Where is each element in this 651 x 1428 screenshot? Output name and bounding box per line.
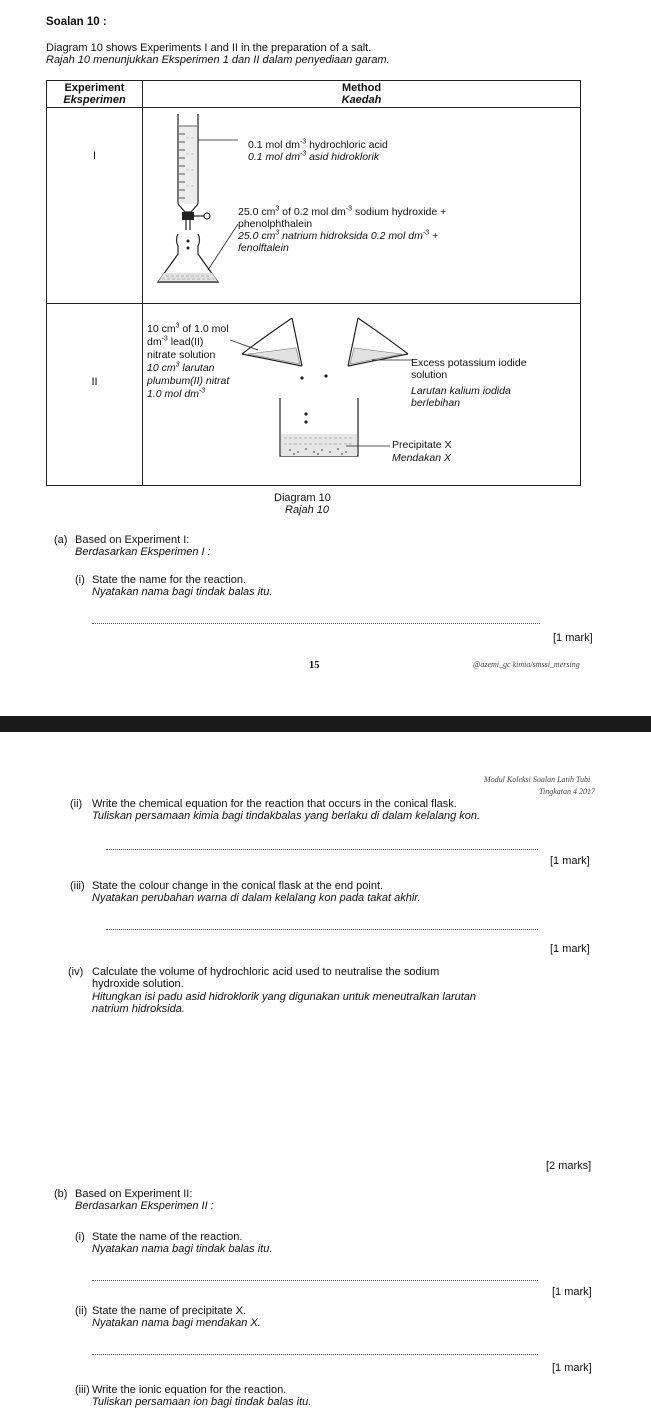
answer-line-a-ii[interactable] — [106, 849, 538, 850]
answer-line-b-ii[interactable] — [92, 1354, 538, 1355]
ki-label-en-line2: solution — [411, 369, 448, 381]
answer-line-b-i[interactable] — [92, 1280, 538, 1281]
lead-label-my-line3: 1.0 mol $dm^{-3}$ — [147, 387, 206, 400]
lead-label-en-line1: 10 $cm^3$ of 1.0 mol — [147, 322, 229, 335]
part-b-text-my: Berdasarkan Eksperimen II : — [75, 1200, 214, 1212]
q-a-iv-text-en-line2: hydroxide solution. — [92, 978, 184, 990]
credit-text: @azemi_gc kimia/smssi_mersing — [473, 660, 580, 669]
page-break-divider — [0, 716, 651, 732]
lead-label-my-line1: 10 $cm^3$ larutan — [147, 361, 215, 374]
q-b-iii-text-en: Write the ionic equation for the reaction. — [92, 1384, 287, 1396]
q-a-iii-text-en: State the colour change in the conical flask at the end point. — [92, 880, 384, 892]
q-b-ii-text-my: Nyatakan nama bagi mendakan X. — [92, 1317, 261, 1329]
mark-b-ii: [1 mark] — [552, 1362, 592, 1374]
acid-label-my: 0.1 mol $dm^{-3}$ asid hidroklorik — [248, 150, 380, 163]
ki-label-my-line2: berlebihan — [411, 397, 461, 409]
q-a-ii-label: (ii) — [70, 798, 83, 810]
header-experiment-my: Eksperimen — [63, 94, 126, 106]
header-method — [143, 81, 581, 108]
module-header-line1: Modul Koleksi Soalan Latih Tubi — [484, 775, 591, 784]
ki-label-my-line1: Larutan kalium iodida — [411, 385, 511, 397]
q-a-i-text-my: Nyatakan nama bagi tindak balas itu. — [92, 586, 273, 598]
part-b-label: (b) — [54, 1188, 68, 1200]
answer-line-a-iii[interactable] — [106, 929, 538, 930]
q-a-iv-text-my-line2: natrium hidroksida. — [92, 1003, 185, 1015]
question-heading: Soalan 10 : — [46, 16, 107, 28]
precipitate-label-my: Mendakan X — [392, 452, 451, 464]
q-a-iv-label: (iv) — [68, 966, 84, 978]
lead-label-en-line2: $dm^{-3}$ lead(II) — [147, 335, 204, 348]
header-method-en: Method — [341, 82, 382, 94]
base-label-my-line2: fenolftalein — [238, 242, 289, 254]
q-a-i-text-en: State the name for the reaction. — [92, 574, 247, 586]
row-label-2: II — [47, 304, 143, 486]
base-label-en-line2: phenolphthalein — [238, 218, 313, 230]
ki-label-en-line1: Excess potassium iodide — [411, 357, 527, 369]
answer-line-a-i[interactable] — [92, 623, 540, 624]
base-label-en-line1: 25.0 $cm^3$ of 0.2 mol $dm^{-3}$ sodium hydroxide + — [238, 205, 447, 218]
burette-flask-diagram — [150, 112, 240, 292]
part-a-label: (a) — [54, 534, 68, 546]
q-b-iii-text-my: Tuliskan persamaan ion bagi tindak balas itu. — [92, 1396, 312, 1408]
q-a-ii-text-en: Write the chemical equation for the reaction that occurs in the conical flask. — [92, 798, 457, 810]
base-label-my-line1: 25.0 $cm^3$ natrium hidroksida 0.2 mol $dm^{-3}$ + — [238, 229, 439, 242]
lead-label-my-line2: plumbum(II) nitrat — [147, 375, 230, 387]
header-experiment — [47, 81, 143, 108]
diagram-caption-en: Diagram 10 — [274, 492, 331, 504]
mark-a-i: [1 mark] — [553, 632, 593, 644]
q-b-i-text-en: State the name of the reaction. — [92, 1231, 243, 1243]
diagram-caption-my: Rajah 10 — [285, 504, 330, 516]
header-experiment-en: Experiment — [64, 82, 125, 94]
part-a-text-my: Berdasarkan Eksperimen I : — [75, 546, 211, 558]
mark-a-ii: [1 mark] — [550, 855, 590, 867]
q-b-i-label: (i) — [75, 1231, 85, 1243]
acid-label-en: 0.1 mol $dm^{-3}$ hydrochloric acid — [248, 138, 388, 151]
header-method-my: Kaedah — [341, 94, 382, 106]
lead-label-en-line3: nitrate solution — [147, 349, 216, 361]
intro-english: Diagram 10 shows Experiments I and II in the preparation of a salt. — [46, 42, 372, 54]
page-number: 15 — [309, 660, 320, 671]
precipitate-label-en: Precipitate X — [392, 439, 452, 451]
q-b-ii-text-en: State the name of precipitate X. — [92, 1305, 247, 1317]
answer-area-a-iv[interactable] — [92, 1022, 542, 1152]
q-a-iv-text-my-line1: Hitungkan isi padu asid hidroklorik yang digunakan untuk meneutralkan larutan — [92, 991, 477, 1003]
part-a-text-en: Based on Experiment I: — [75, 534, 190, 546]
mark-b-i: [1 mark] — [552, 1286, 592, 1298]
q-a-iii-text-my: Nyatakan perubahan warna di dalam kelalang kon pada takat akhir. — [92, 892, 421, 904]
q-b-iii-label: (iii) — [75, 1384, 90, 1396]
mark-a-iv: [2 marks] — [546, 1160, 592, 1172]
q-a-ii-text-my: Tuliskan persamaan kimia bagi tindakbalas yang berlaku di dalam kelalang kon. — [92, 810, 481, 822]
row-label-1: I — [47, 108, 143, 304]
q-b-ii-label: (ii) — [75, 1305, 88, 1317]
q-a-iv-text-en-line1: Calculate the volume of hydrochloric acid used to neutralise the sodium — [92, 966, 440, 978]
q-a-iii-label: (iii) — [70, 880, 85, 892]
q-b-i-text-my: Nyatakan nama bagi tindak balas itu. — [92, 1243, 273, 1255]
mark-a-iii: [1 mark] — [550, 943, 590, 955]
intro-malay: Rajah 10 menunjukkan Eksperimen 1 dan II dalam penyediaan garam. — [46, 54, 390, 66]
part-b-text-en: Based on Experiment II: — [75, 1188, 193, 1200]
module-header-line2: Tingkatan 4 2017 — [539, 787, 596, 796]
q-a-i-label: (i) — [75, 574, 85, 586]
